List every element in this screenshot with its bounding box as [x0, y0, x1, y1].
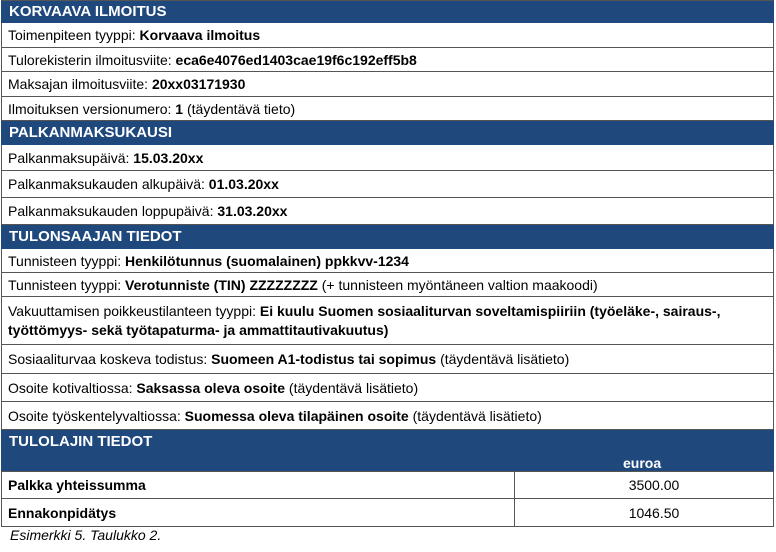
- income-label: Palkka yhteissumma: [2, 472, 515, 498]
- section-header-pay-period: [1, 121, 774, 145]
- field-pay-date: [1, 145, 774, 171]
- field-exception-type: [1, 297, 774, 345]
- field-note: (täydentävä lisätieto): [408, 407, 542, 424]
- unit-label: euroa: [623, 455, 662, 471]
- section-header-income: [1, 430, 774, 454]
- table-row: [1, 471, 774, 499]
- field-note: (täydentävä lisätieto): [285, 379, 419, 396]
- section-title: PALKANMAKSUKAUSI: [9, 124, 173, 141]
- field-note: (+ tunnisteen myöntäneen valtion maakoodi): [317, 276, 598, 293]
- field-home-address: [1, 374, 774, 402]
- field-value: Verotunniste (TIN) ZZZZZZZZ: [125, 276, 318, 293]
- field-period-end: [1, 198, 774, 225]
- field-value: 15.03.20xx: [133, 149, 204, 166]
- table-row: [1, 499, 774, 527]
- section-header-recipient: [1, 225, 774, 249]
- field-certificate: [1, 345, 774, 374]
- field-value: Suomeen A1-todistus tai sopimus: [211, 351, 437, 367]
- field-action-type: [1, 23, 774, 48]
- field-value: Henkilötunnus (suomalainen) ppkkvv-1234: [125, 252, 409, 269]
- field-label: Tulorekisterin ilmoitusviite:: [8, 51, 176, 68]
- field-label: Palkanmaksupäivä:: [8, 149, 134, 166]
- income-value: 3500.00: [628, 477, 680, 493]
- field-label: Maksajan ilmoitusviite:: [8, 76, 152, 92]
- field-payer-ref: [1, 72, 774, 97]
- field-value: Korvaava ilmoitus: [139, 27, 261, 43]
- field-value: 1: [175, 100, 184, 117]
- field-value: 31.03.20xx: [217, 203, 288, 219]
- field-version: [1, 97, 774, 121]
- report-table: [1, 0, 774, 527]
- field-label: Osoite kotivaltiossa:: [8, 379, 137, 396]
- field-value: Saksassa oleva osoite: [136, 379, 286, 396]
- field-label: Vakuuttamisen poikkeustilanteen tyyppi:: [8, 303, 260, 319]
- field-value: Ei kuulu Suomen sosiaaliturvan soveltamispiiriin (työeläke-, sairaus-, työttömyys- sekä työtapaturma- ja ammattitautivakuutus): [8, 303, 721, 338]
- section-header-notice: [1, 0, 774, 23]
- field-label: Palkanmaksukauden loppupäivä:: [8, 203, 218, 219]
- field-note: (täydentävä lisätieto): [436, 351, 570, 367]
- section-title: TULOLAJIN TIEDOT: [9, 433, 153, 450]
- field-label: Palkanmaksukauden alkupäivä:: [8, 176, 209, 192]
- field-value: 01.03.20xx: [208, 176, 279, 192]
- field-id-type-2: [1, 273, 774, 297]
- income-value: 1046.50: [628, 504, 680, 521]
- field-work-address: [1, 402, 774, 430]
- income-label: Ennakonpidätys: [2, 499, 515, 526]
- field-value: 20xx03171930: [151, 76, 246, 92]
- section-title: TULONSAAJAN TIEDOT: [9, 228, 182, 245]
- unit-header-row: [1, 454, 774, 471]
- field-id-type-1: [1, 249, 774, 273]
- field-period-start: [1, 171, 774, 198]
- table-caption: Esimerkki 5. Taulukko 2.: [10, 527, 162, 543]
- field-label: Toimenpiteen tyyppi:: [8, 27, 140, 43]
- field-value: eca6e4076ed1403cae19f6c192eff5b8: [175, 51, 417, 68]
- field-note: (täydentävä tieto): [183, 100, 296, 117]
- field-label: Ilmoituksen versionumero:: [8, 100, 176, 117]
- field-register-ref: [1, 48, 774, 72]
- field-value: Suomessa oleva tilapäinen osoite: [184, 407, 409, 424]
- field-label: Sosiaaliturvaa koskeva todistus:: [8, 351, 212, 367]
- field-label: Osoite työskentelyvaltiossa:: [8, 407, 185, 424]
- field-label: Tunnisteen tyyppi:: [8, 276, 125, 293]
- section-title: KORVAAVA ILMOITUS: [9, 3, 167, 20]
- field-label: Tunnisteen tyyppi:: [8, 252, 125, 269]
